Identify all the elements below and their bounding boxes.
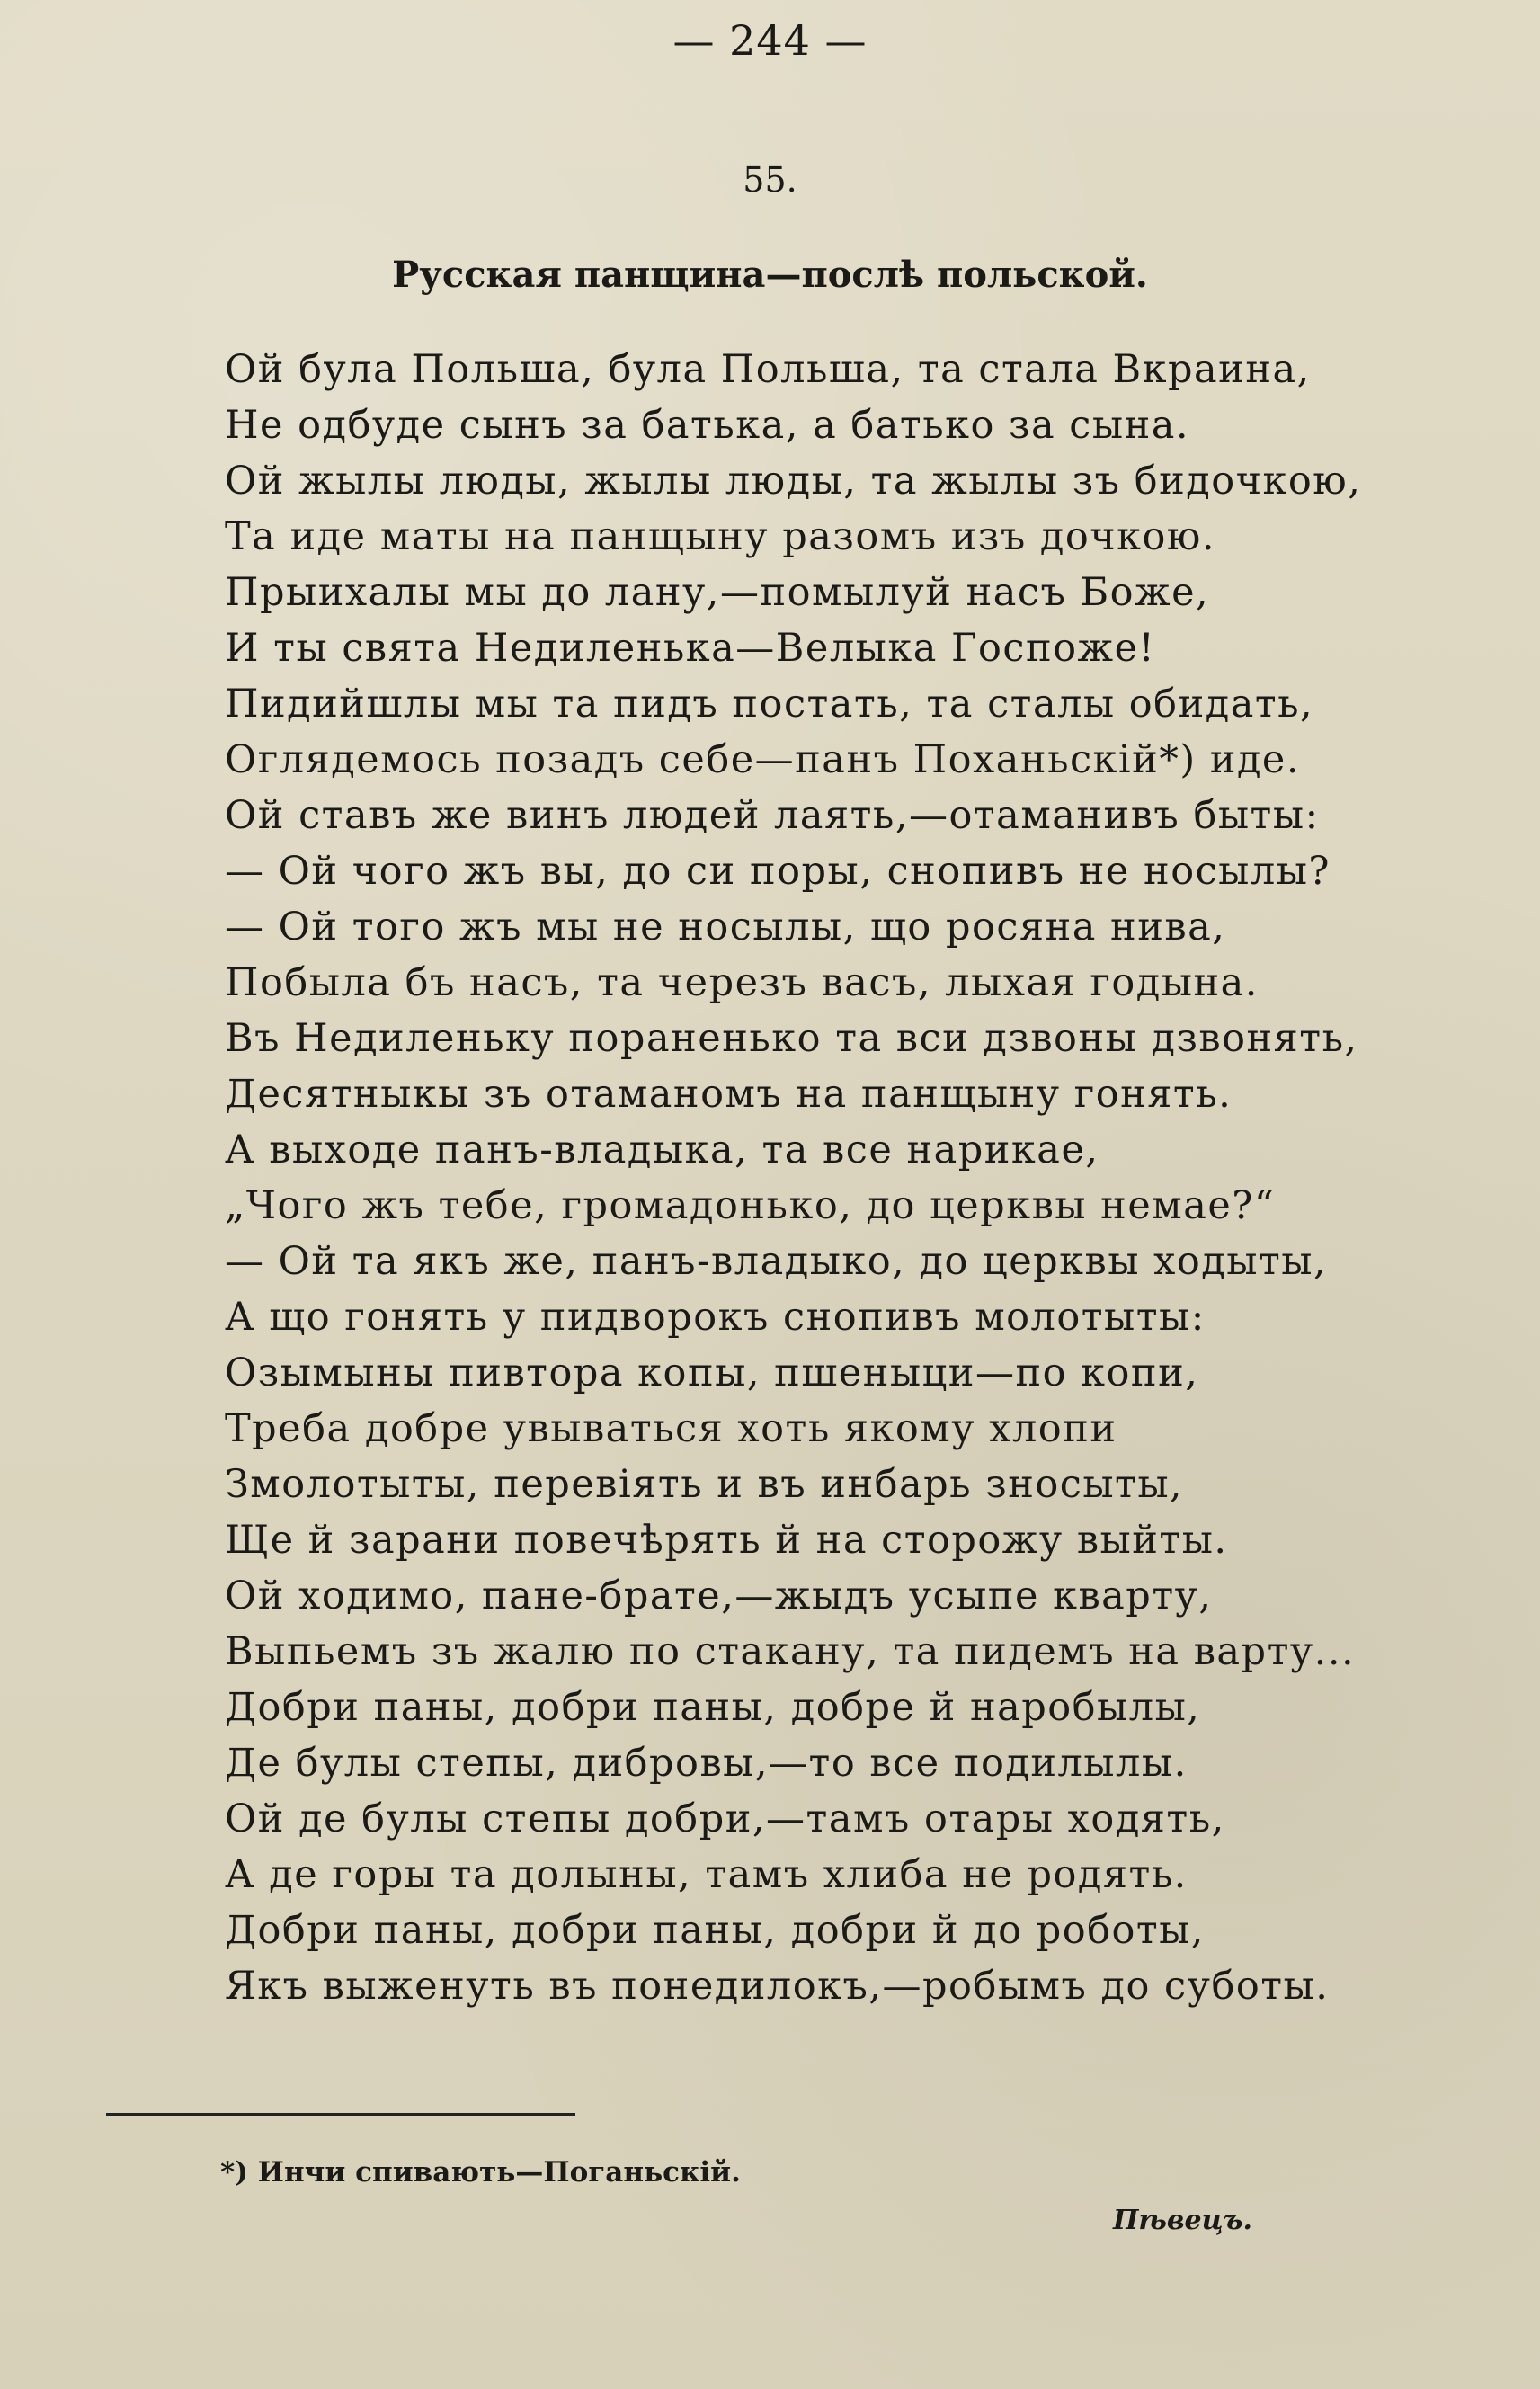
poem-text	[225, 342, 1519, 2014]
poem-line: Ще й зарани повечѣрять й на сторожу выйты.	[225, 1518, 1228, 1563]
poem-line: — Ой та якъ же, панъ-владыко, до церквы ходыты,	[225, 1239, 1328, 1284]
poem-line: Десятныкы зъ отаманомъ на панщыну гонять.	[225, 1072, 1233, 1117]
poem-line: „Чого жъ тебе, громадонько, до церквы немае?“	[225, 1183, 1276, 1228]
poem-line: Ой була Польша, була Польша, та стала Вкраина,	[225, 347, 1311, 392]
poem-line: Ой ходимо, пане-брате,—жыдъ усыпе кварту,	[225, 1573, 1213, 1618]
poem-line: А що гонять у пидворокъ снопивъ молотыты:	[225, 1295, 1206, 1340]
poem-line: А де горы та долыны, тамъ хлиба не родять.	[225, 1852, 1188, 1897]
poem-line: — Ой того жъ мы не носылы, що росяна нива,	[225, 905, 1226, 949]
source-attribution: Пѣвецъ.	[1113, 2205, 1252, 2236]
poem-line: Въ Недиленьку пораненько та вси дзвоны дзвонять,	[225, 1016, 1358, 1061]
poem-line: Добри паны, добри паны, добри й до роботы,	[225, 1908, 1206, 1953]
poem-line: Змолотыты, перевіять и въ инбарь зносыты,	[225, 1462, 1184, 1507]
poem-line: Ой ставъ же винъ людей лаять,—отаманивъ быты:	[225, 793, 1320, 838]
poem-line: Озымыны пивтора копы, пшеныци—по копи,	[225, 1350, 1199, 1395]
poem-line: Не одбуде сынъ за батька, а батько за сына.	[225, 403, 1190, 448]
song-number: 55.	[743, 160, 797, 200]
footnote: *) Инчи спивають—Поганьскій.	[220, 2156, 741, 2188]
poem-line: — Ой чого жъ вы, до си поры, снопивъ не носылы?	[225, 849, 1331, 894]
poem-line: Де булы степы, дибровы,—то все подилылы.	[225, 1741, 1188, 1786]
poem-line: Треба добре увываться хоть якому хлопи	[225, 1406, 1117, 1451]
poem-line: Ой жылы люды, жылы люды, та жылы зъ бидочкою,	[225, 459, 1362, 504]
poem-line: А выходе панъ-владыка, та все нарикае,	[225, 1128, 1099, 1172]
song-title: Русская панщина—послѣ польской.	[392, 254, 1148, 296]
poem-line: Оглядемось позадъ себе—панъ Поханьскій*) иде.	[225, 737, 1301, 782]
footnote-divider	[106, 2113, 575, 2116]
poem-line: Пидийшлы мы та пидъ постать, та сталы обидать,	[225, 682, 1314, 727]
poem-line: Ой де булы степы добри,—тамъ отары ходять,	[225, 1796, 1225, 1841]
poem-line: И ты свята Недиленька—Велыка Госпоже!	[225, 626, 1156, 671]
poem-line: Добри паны, добри паны, добре й наробылы,	[225, 1685, 1201, 1730]
poem-line: Побыла бъ насъ, та черезъ васъ, лыхая годына.	[225, 960, 1259, 1005]
poem-line: Выпьемъ зъ жалю по стакану, та пидемъ на варту...	[225, 1629, 1356, 1674]
poem-line: Якъ выженуть въ понедилокъ,—робымъ до суботы.	[225, 1964, 1330, 2009]
poem-line: Прыихалы мы до лану,—помылуй насъ Боже,	[225, 570, 1210, 615]
page-number: — 244 —	[672, 16, 868, 65]
poem-line: Та иде маты на панщыну разомъ изъ дочкою.	[225, 514, 1216, 559]
